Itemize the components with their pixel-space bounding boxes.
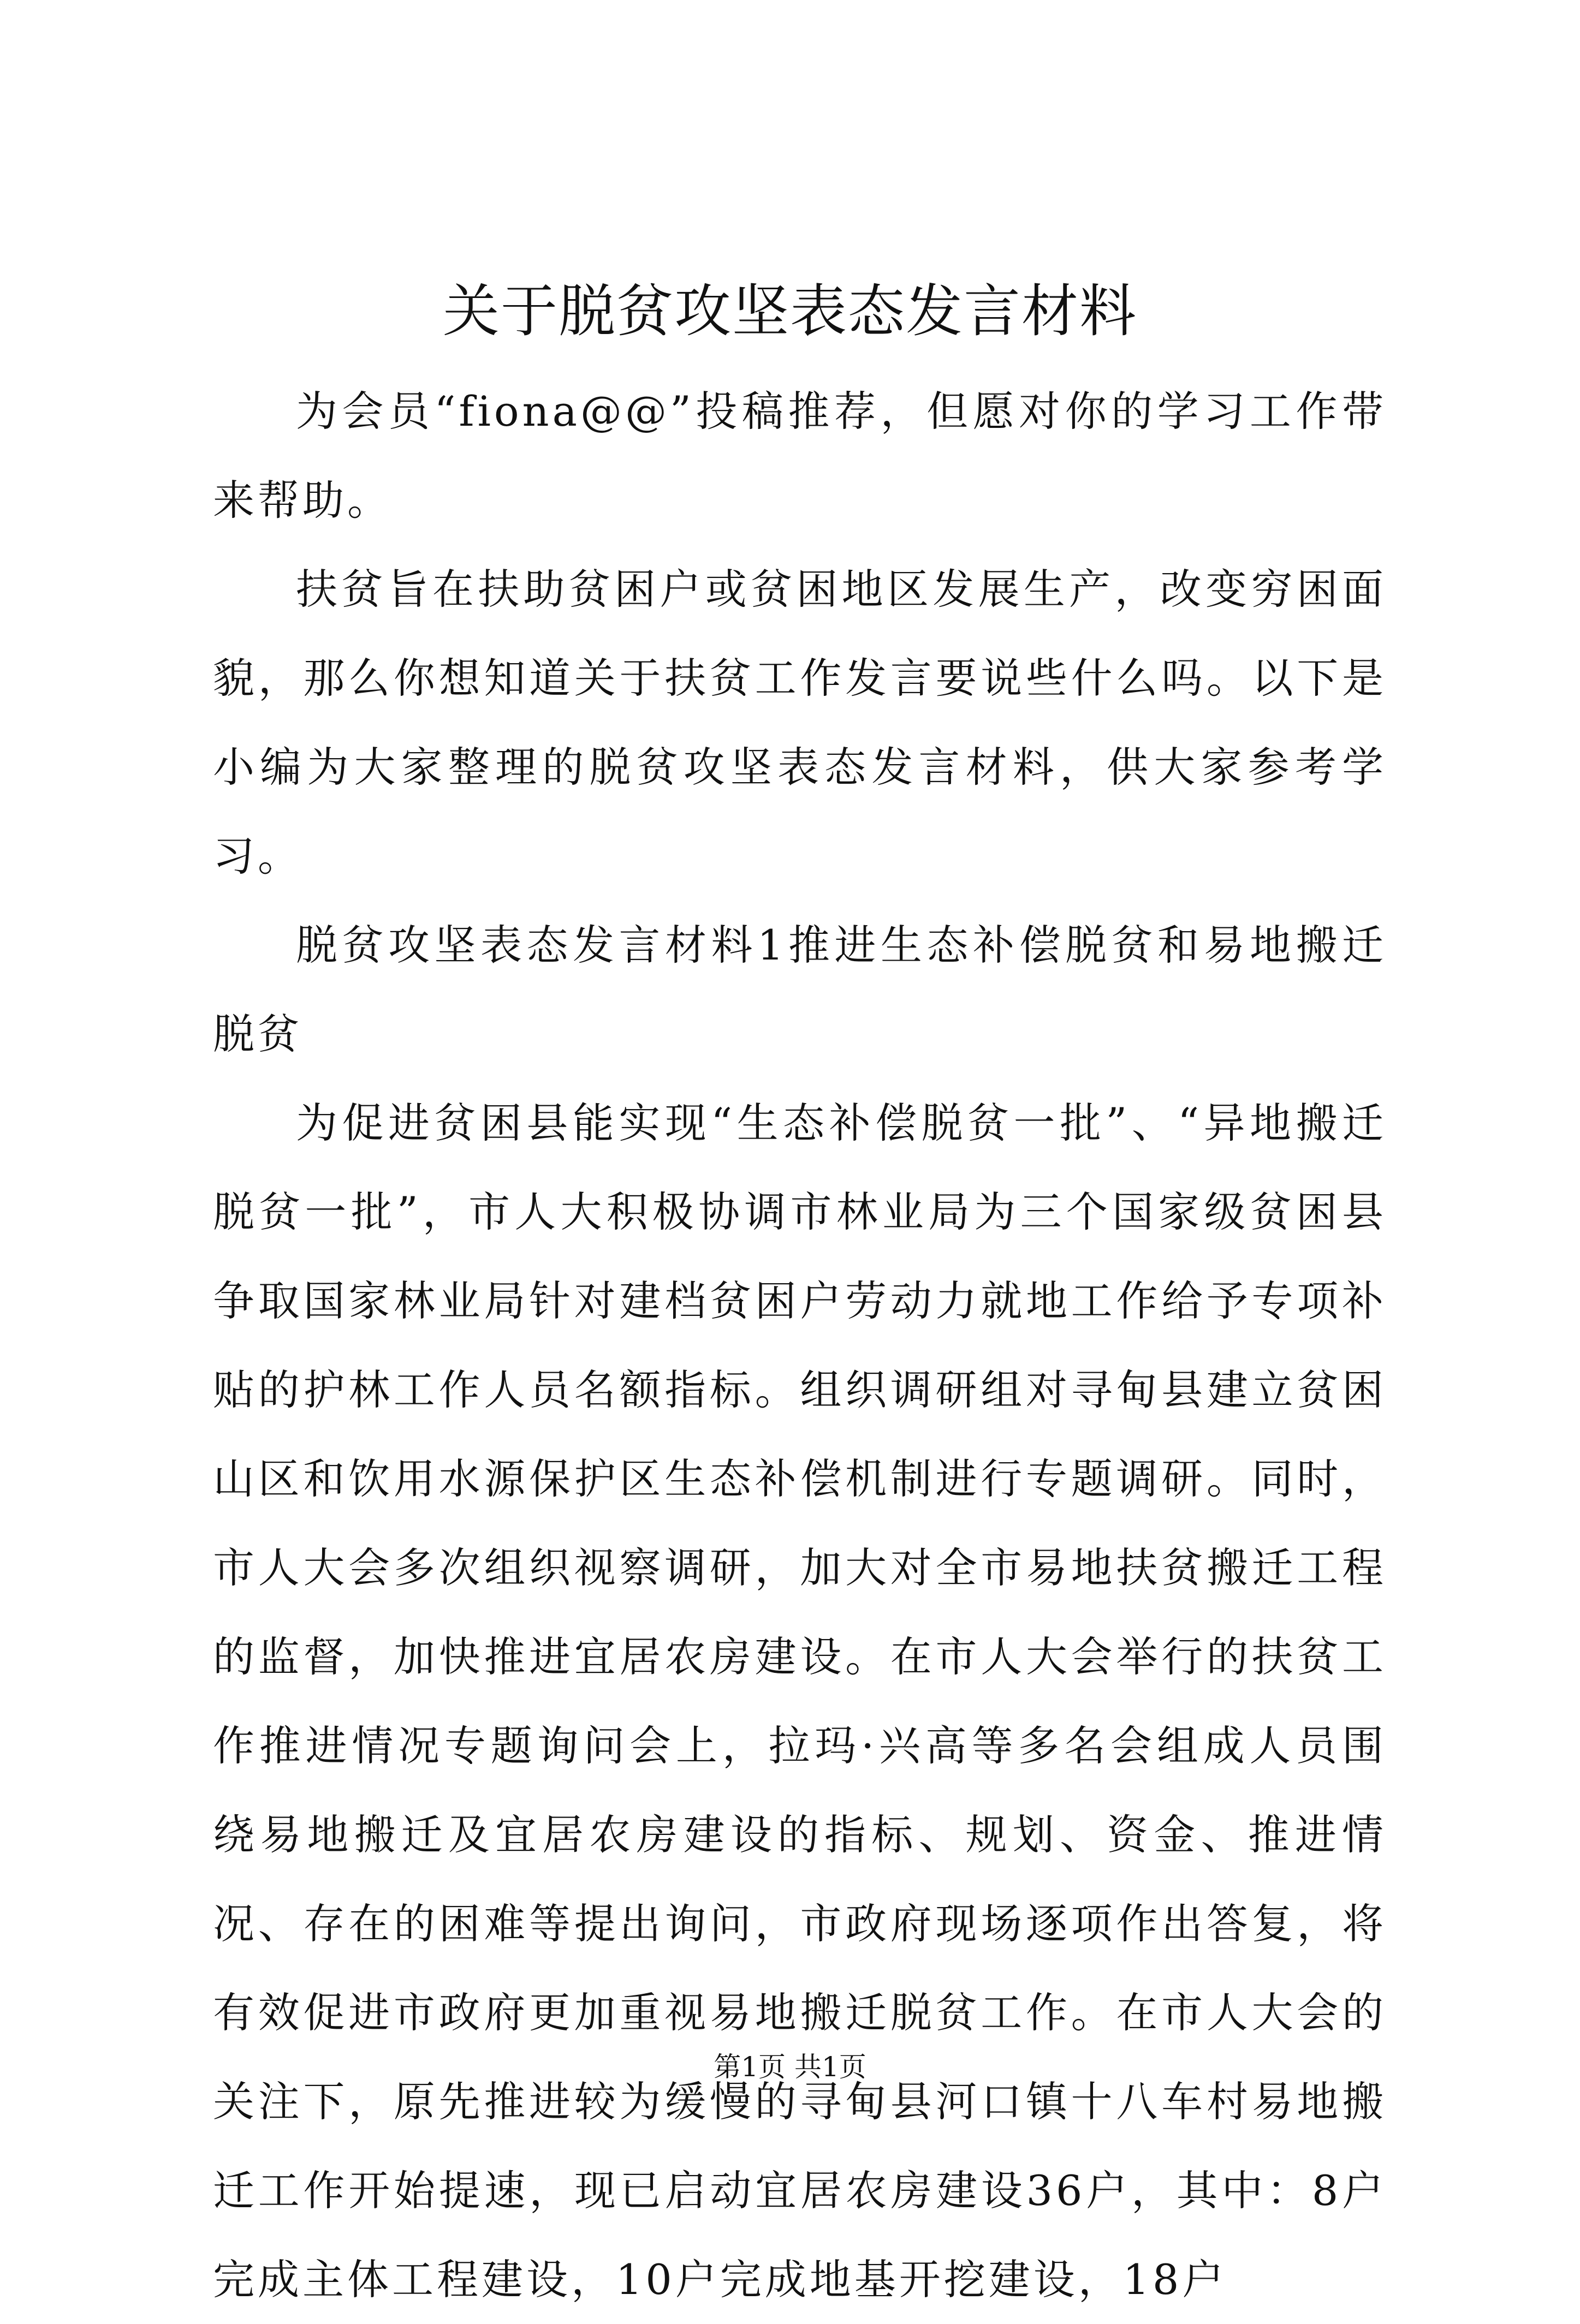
page-footer: 第1页 共1页	[714, 2051, 866, 2083]
paragraph-intro: 为会员“fiona@@”投稿推荐，但愿对你的学习工作带来帮助。	[213, 387, 1387, 525]
document-title: 关于脱贫攻坚表态发言材料	[442, 278, 1137, 344]
paragraph-overview: 扶贫旨在扶助贫困户或贫困地区发展生产，改变穷困面貌，那么你想知道关于扶贫工作发言要说些什么吗。以下是小编为大家整理的脱贫攻坚表态发言材料，供大家参考学习。	[213, 565, 1387, 880]
document-body	[213, 367, 1387, 2324]
paragraph-section-body: 为促进贫困县能实现“生态补偿脱贫一批”、“异地搬迁脱贫一批”，市人大积极协调市林业局为三个国家级贫困县争取国家林业局针对建档贫困户劳动力就地工作给予专项补贴的护林工作人员名额指标。组织调研组对寻甸县建立贫困山区和饮用水源保护区生态补偿机制进行专题调研。同时，市人大会多次组织视察调研，加大对全市易地扶贫搬迁工程的监督，加快推进宜居农房建设。在市人大会举行的扶贫工作推进情况专题询问会上，拉玛·兴高等多名会组成人员围绕易地搬迁及宜居农房建设的指标、规划、资金、推进情况、存在的困难等提出询问，市政府现场逐项作出答复，将有效促进市政府更加重视易地搬迁脱贫工作。在市人大会的关注下，原先推进较为缓慢的寻甸县河口镇十八车村易地搬迁工作开始提速，现已启动宜居农房建设36户，其中：8户完成主体工程建设，10户完成地基开挖建设，18户	[213, 1099, 1387, 2304]
paragraph-section-heading: 脱贫攻坚表态发言材料1推进生态补偿脱贫和易地搬迁脱贫	[213, 921, 1387, 1058]
